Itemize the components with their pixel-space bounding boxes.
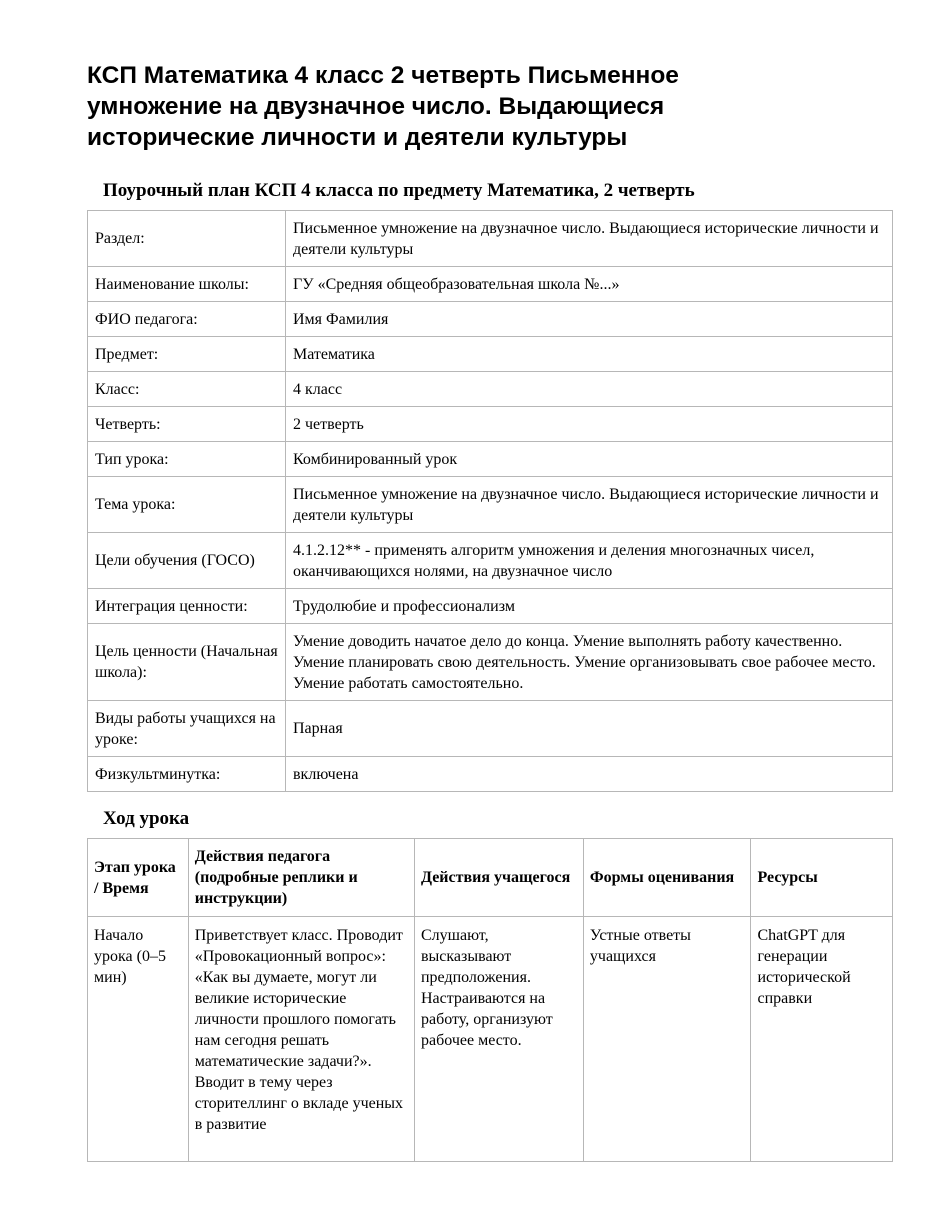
- lesson-cell: Слушают, высказывают предположения. Настраиваются на работу, организуют рабочее место.: [414, 917, 583, 1162]
- info-value: Умение доводить начатое дело до конца. Умение выполнять работу качественно. Умение планировать свою деятельность. Умение организовывать свое рабочее место. Умение работать самостоятельно.: [286, 624, 893, 701]
- info-label: Тема урока:: [88, 477, 286, 533]
- lesson-cell: Устные ответы учащихся: [583, 917, 751, 1162]
- lesson-header-row: [88, 839, 893, 917]
- info-value: ГУ «Средняя общеобразовательная школа №...»: [286, 267, 893, 302]
- info-value: Имя Фамилия: [286, 302, 893, 337]
- lesson-column-header: Ресурсы: [751, 839, 893, 917]
- info-label: Виды работы учащихся на уроке:: [88, 701, 286, 757]
- lesson-cell: Приветствует класс. Проводит «Провокационный вопрос»: «Как вы думаете, могут ли великие исторические личности прошлого помогать нам сегодня решать математические задачи?». Вводит в тему через сторителлинг о вкладе ученых в развитие: [188, 917, 414, 1162]
- info-label: Наименование школы:: [88, 267, 286, 302]
- lesson-table: [87, 838, 893, 1162]
- info-row: [88, 477, 893, 533]
- info-label: Цели обучения (ГОСО): [88, 533, 286, 589]
- info-label: Четверть:: [88, 407, 286, 442]
- info-label: Класс:: [88, 372, 286, 407]
- info-row: [88, 267, 893, 302]
- document-title: КСП Математика 4 класс 2 четверть Письменное умножение на двузначное число. Выдающиеся исторические личности и деятели культуры: [87, 62, 679, 151]
- info-label: Раздел:: [88, 211, 286, 267]
- info-value: Математика: [286, 337, 893, 372]
- info-row: [88, 372, 893, 407]
- info-row: [88, 442, 893, 477]
- lesson-heading: Ход урока: [103, 808, 190, 829]
- info-row: [88, 589, 893, 624]
- info-row: [88, 533, 893, 589]
- lesson-column-header: Формы оценивания: [583, 839, 751, 917]
- plan-heading: Поурочный план КСП 4 класса по предмету Математика, 2 четверть: [103, 180, 695, 201]
- info-row: [88, 624, 893, 701]
- lesson-column-header: Этап урока / Время: [88, 839, 189, 917]
- info-label: Интеграция ценности:: [88, 589, 286, 624]
- lesson-cell: Начало урока (0–5 мин): [88, 917, 189, 1162]
- info-label: Предмет:: [88, 337, 286, 372]
- info-row: [88, 211, 893, 267]
- info-label: Цель ценности (Начальная школа):: [88, 624, 286, 701]
- lesson-cell: ChatGPT для генерации исторической справки: [751, 917, 893, 1162]
- lesson-row: [88, 917, 893, 1162]
- info-table: [87, 210, 893, 792]
- info-value: включена: [286, 757, 893, 792]
- info-value: 4.1.2.12** - применять алгоритм умножения и деления многозначных чисел, оканчивающихся нолями, на двузначное число: [286, 533, 893, 589]
- lesson-column-header: Действия учащегося: [414, 839, 583, 917]
- info-row: [88, 337, 893, 372]
- info-value: Парная: [286, 701, 893, 757]
- info-label: Физкультминутка:: [88, 757, 286, 792]
- info-row: [88, 407, 893, 442]
- info-label: Тип урока:: [88, 442, 286, 477]
- info-row: [88, 302, 893, 337]
- lesson-column-header: Действия педагога (подробные реплики и инструкции): [188, 839, 414, 917]
- info-value: 4 класс: [286, 372, 893, 407]
- info-label: ФИО педагога:: [88, 302, 286, 337]
- info-value: Трудолюбие и профессионализм: [286, 589, 893, 624]
- info-value: Письменное умножение на двузначное число. Выдающиеся исторические личности и деятели культуры: [286, 211, 893, 267]
- info-row: [88, 757, 893, 792]
- info-value: Письменное умножение на двузначное число. Выдающиеся исторические личности и деятели культуры: [286, 477, 893, 533]
- info-value: 2 четверть: [286, 407, 893, 442]
- info-value: Комбинированный урок: [286, 442, 893, 477]
- info-row: [88, 701, 893, 757]
